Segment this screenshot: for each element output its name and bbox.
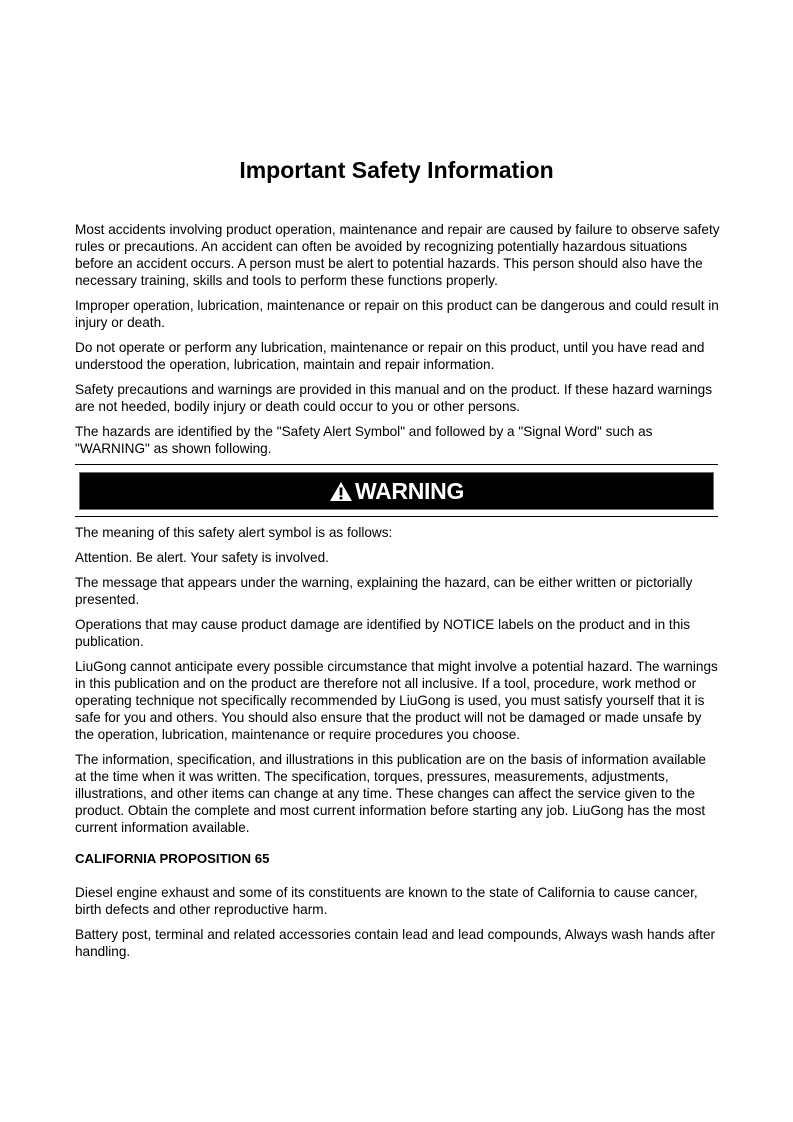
intro-paragraph-2: Improper operation, lubrication, maintenance or repair on this product can be dangerous and could result in injury or death.	[75, 298, 719, 330]
warning-label: WARNING	[354, 477, 465, 504]
page-content	[75, 221, 720, 968]
intro-paragraph-4: Safety precautions and warnings are provided in this manual and on the product. If these hazard warnings are not heeded, bodily injury or death could occur to you or other persons.	[75, 382, 713, 414]
body-paragraph-4: Operations that may cause product damage are identified by NOTICE labels on the product and in this publication.	[75, 617, 691, 649]
body-paragraph-1: The meaning of this safety alert symbol is as follows:	[75, 525, 393, 540]
intro-paragraph-3: Do not operate or perform any lubrication, maintenance or repair on this product, until you have read and understood the operation, lubrication, maintain and repair information.	[75, 340, 705, 372]
warning-banner-content	[329, 478, 464, 505]
body-paragraph-5: LiuGong cannot anticipate every possible circumstance that might involve a potential hazard. The warnings in this publication and on the product are therefore not all inclusive. If a tool, procedure, work method or operating technique not specifically recommended by LiuGong is used, you must satisfy yourself that it is safe for you and others. You should also ensure that the product will not be damaged or made unsafe by the operation, lubrication, maintenance or require procedures you choose.	[75, 659, 718, 742]
body-paragraph-6: The information, specification, and illustrations in this publication are on the basis of information available at the time when it was written. The specification, torques, pressures, measurements, adjustments, illustrations, and other items can change at any time. These changes can affect the service given to the product. Obtain the complete and most current information before starting any job. LiuGong has the most current information available.	[75, 752, 706, 835]
warning-top-rule	[75, 464, 718, 465]
intro-paragraph-5: The hazards are identified by the "Safety Alert Symbol" and followed by a "Signal Word" such as "WARNING" as shown following.	[75, 424, 653, 456]
intro-paragraph-1: Most accidents involving product operation, maintenance and repair are caused by failure to observe safety rules or precautions. An accident can often be avoided by recognizing potentially hazardous situations before an accident occurs. A person must be alert to potential hazards. This person should also have the necessary training, skills and tools to perform these functions properly.	[75, 222, 720, 288]
warning-bottom-rule	[75, 516, 718, 517]
page-title: Important Safety Information	[239, 157, 554, 183]
body-paragraph-2: Attention. Be alert. Your safety is involved.	[75, 550, 329, 565]
prop65-paragraph-2: Battery post, terminal and related accessories contain lead and lead compounds, Always wash hands after handling.	[75, 927, 716, 959]
prop65-paragraph-1: Diesel engine exhaust and some of its constituents are known to the state of California to cause cancer, birth defects and other reproductive harm.	[75, 885, 698, 917]
warning-block	[75, 464, 720, 517]
warning-triangle-icon	[329, 481, 353, 502]
body-paragraph-3: The message that appears under the warning, explaining the hazard, can be either written or pictorially presented.	[75, 575, 693, 607]
warning-banner	[79, 472, 714, 510]
body-section	[75, 524, 720, 960]
prop65-heading: CALIFORNIA PROPOSITION 65	[75, 851, 270, 866]
